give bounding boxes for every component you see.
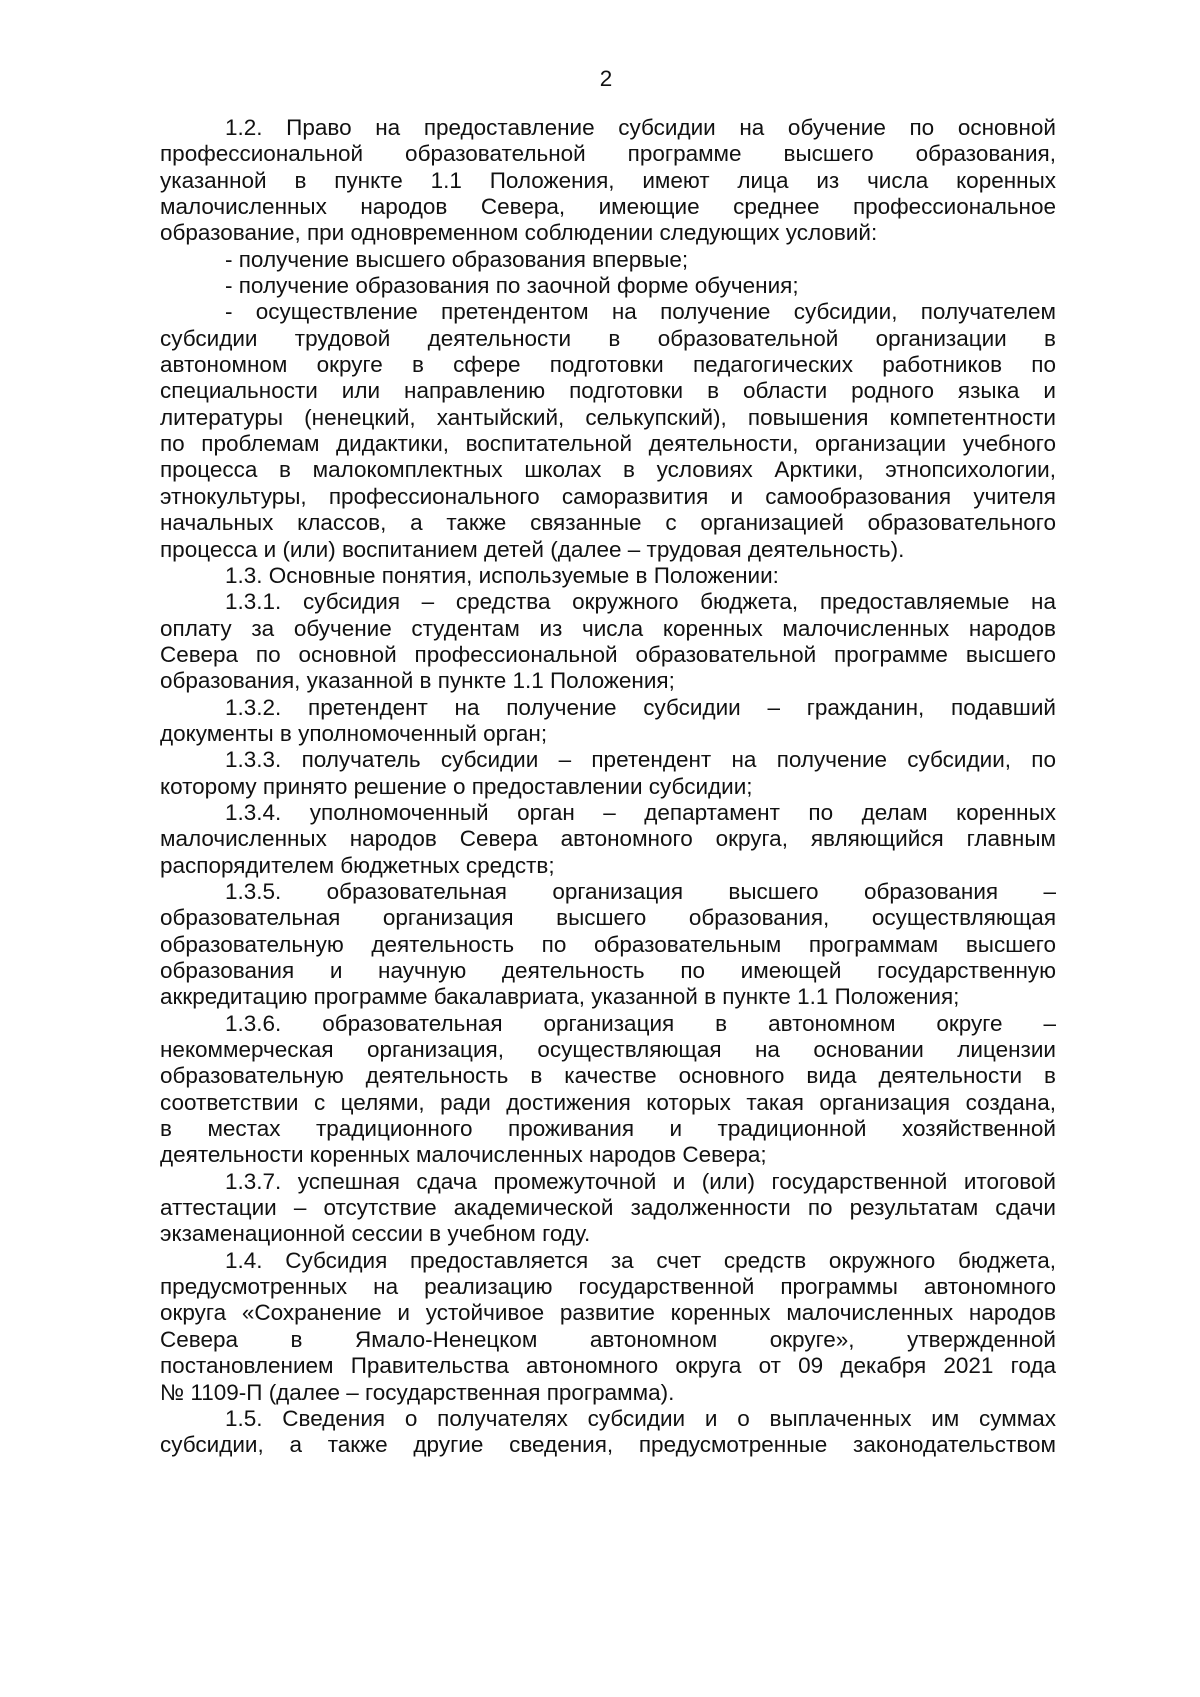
text-line: 1.3.7. успешная сдача промежуточной и (или) государственной итоговой [225,1168,1056,1194]
page-number: 2 [599,66,613,91]
paragraph [160,1011,1056,1169]
text-line: аттестации – отсутствие академической задолженности по результатам сдачи [160,1195,1056,1221]
text-line: малочисленных народов Севера, имеющие среднее профессиональное [160,194,1056,220]
text-line: в местах традиционного проживания и традиционной хозяйственной [160,1116,1056,1142]
text-line: - осуществление претендентом на получение субсидии, получателем [225,299,1056,325]
text-line: образования и научную деятельность по имеющей государственную [160,958,1056,983]
text-line: 1.5. Сведения о получателях субсидии и о выплаченных им суммах [225,1405,1056,1431]
text-line: № 1109-П (далее – государственная программа). [160,1379,675,1405]
text-line: 1.3.3. получатель субсидии – претендент на получение субсидии, по [225,747,1056,773]
text-line: предусмотренных на реализацию государственной программы автономного [160,1274,1056,1300]
text-line: литературы (ненецкий, хантыйский, селькупский), повышения компетентности [160,404,1056,430]
paragraph [160,800,1056,879]
text-line: оплату за обучение студентам из числа коренных малочисленных народов [160,615,1056,641]
document-body [160,115,1056,1459]
text-line: этнокультуры, профессионального саморазвития и самообразования учителя [160,483,1056,509]
text-line: образовательную деятельность в качестве основного вида деятельности в [160,1063,1056,1089]
text-line: 1.3.1. субсидия – средства окружного бюджета, предоставляемые на [225,589,1056,615]
text-line: постановлением Правительства автономного округа от 09 декабря 2021 года [160,1353,1056,1379]
text-line: округа «Сохранение и устойчивое развитие коренных малочисленных народов [160,1300,1056,1326]
text-line: начальных классов, а также связанные с организацией образовательного [160,510,1056,536]
paragraph [160,1406,1056,1459]
text-line: субсидии трудовой деятельности в образовательной организации в [160,325,1056,351]
text-line: профессиональной образовательной программе высшего образования, [160,141,1056,167]
text-line: которому принято решение о предоставлении субсидии; [160,773,753,799]
text-line: 1.3.2. претендент на получение субсидии – гражданин, подавший [225,694,1056,720]
paragraph [160,1248,1056,1406]
paragraph [160,115,1056,247]
text-line: специальности или направлению подготовки в области родного языка и [160,378,1056,404]
paragraph [160,1169,1056,1248]
text-line: некоммерческая организация, осуществляющая на основании лицензии [160,1037,1056,1063]
paragraph [160,273,1056,299]
text-line: образовательную деятельность по образовательным программам высшего [160,931,1056,957]
text-line: 1.4. Субсидия предоставляется за счет средств окружного бюджета, [225,1247,1056,1273]
paragraph [160,747,1056,800]
text-line: процесса в малокомплектных школах в условиях Арктики, этнопсихологии, [160,457,1056,483]
text-line: по проблемам дидактики, воспитательной деятельности, организации учебного [160,431,1056,457]
text-line: малочисленных народов Севера автономного округа, являющийся главным [160,826,1056,852]
paragraph [160,695,1056,748]
text-line: 1.3. Основные понятия, используемые в Положении: [225,562,779,588]
text-line: соответствии с целями, ради достижения которых такая организация создана, [160,1089,1056,1115]
text-line: образования, указанной в пункте 1.1 Положения; [160,668,675,694]
text-line: 1.3.4. уполномоченный орган – департамент по делам коренных [225,799,1056,825]
text-line: деятельности коренных малочисленных народов Севера; [160,1142,767,1168]
text-line: субсидии, а также другие сведения, предусмотренные законодательством [160,1432,1056,1458]
text-line: документы в уполномоченный орган; [160,720,548,746]
paragraph [160,589,1056,694]
text-line: образование, при одновременном соблюдении следующих условий: [160,220,878,246]
paragraph [160,247,1056,273]
text-line: Севера в Ямало-Ненецком автономном округе», утвержденной [160,1326,1056,1352]
text-line: процесса и (или) воспитанием детей (далее – трудовая деятельность). [160,536,905,562]
paragraph [160,879,1056,1011]
paragraph [160,299,1056,562]
text-line: - получение образования по заочной форме обучения; [225,273,799,299]
text-line: - получение высшего образования впервые; [225,246,689,272]
text-line: экзаменационной сессии в учебном году. [160,1221,591,1247]
text-line: образовательная организация высшего образования, осуществляющая [160,905,1056,931]
text-line: аккредитацию программе бакалавриата, указанной в пункте 1.1 Положения; [160,984,960,1010]
text-line: Севера по основной профессиональной образовательной программе высшего [160,641,1056,667]
text-line: распорядителем бюджетных средств; [160,852,555,878]
text-line: 1.3.5. образовательная организация высшего образования – [225,878,1056,904]
text-line: 1.2. Право на предоставление субсидии на обучение по основной [225,115,1056,140]
text-line: 1.3.6. образовательная организация в автономном округе – [225,1010,1056,1036]
paragraph [160,563,1056,589]
text-line: указанной в пункте 1.1 Положения, имеют лица из числа коренных [160,167,1056,193]
text-line: автономном округе в сфере подготовки педагогических работников по [160,352,1056,378]
